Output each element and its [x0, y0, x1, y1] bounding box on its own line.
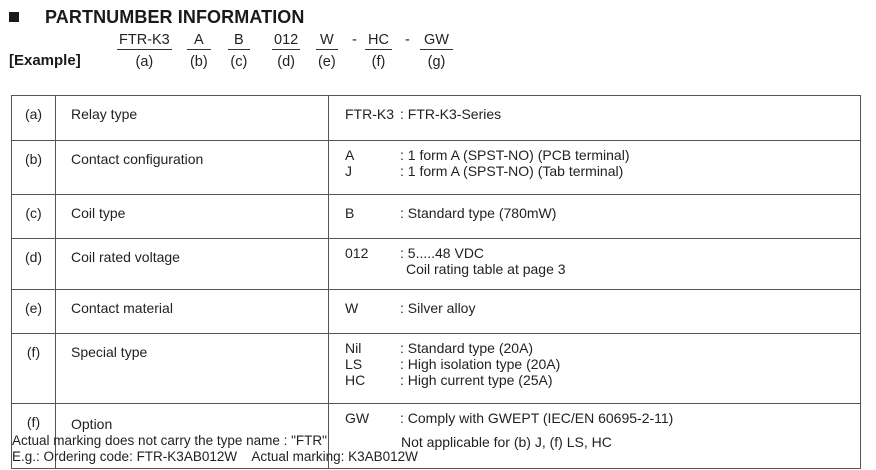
- row-code: (c): [12, 195, 56, 239]
- value-code: [345, 261, 400, 277]
- row-code: (d): [12, 239, 56, 290]
- partnumber-part-a: [117, 32, 172, 71]
- value-desc: : High current type (25A): [400, 372, 553, 388]
- row-name: Relay type: [56, 96, 329, 141]
- partnumber-part-e: [316, 32, 338, 71]
- table-row: [12, 96, 861, 141]
- part-letter: (a): [135, 54, 154, 70]
- partnumber-part-b: [187, 32, 211, 71]
- row-name: Special type: [56, 334, 329, 404]
- partnumber-part-c: [228, 32, 250, 71]
- page-title: PARTNUMBER INFORMATION: [45, 6, 305, 27]
- value-code: Nil: [345, 340, 362, 356]
- part-letter: (b): [189, 54, 208, 70]
- section-title: [9, 6, 305, 28]
- value-desc: : FTR-K3-Series: [400, 106, 502, 122]
- part-letter: (e): [317, 54, 336, 70]
- part-code: A: [187, 32, 211, 50]
- footnote-line: E.g.: Ordering code: FTR-K3AB012W Actual marking: K3AB012W: [12, 449, 418, 464]
- row-code: (b): [12, 141, 56, 195]
- partnumber-separator: -: [352, 32, 357, 48]
- value-desc: : 1 form A (SPST-NO) (PCB terminal): [400, 147, 630, 163]
- row-code: (f): [12, 404, 56, 469]
- value-code: J: [345, 163, 352, 179]
- example-label: [Example]: [9, 52, 81, 69]
- footnotes: [12, 433, 418, 465]
- part-code: FTR-K3: [119, 32, 170, 48]
- partnumber-part-f: [365, 32, 392, 71]
- partnumber-part-d: [272, 32, 300, 71]
- row-name: Option: [56, 404, 329, 469]
- row-note: Not applicable for (b) J, (f) LS, HC: [401, 434, 612, 450]
- part-code: HC: [365, 32, 392, 50]
- part-letter: (f): [371, 54, 386, 70]
- bullet-square-icon: [9, 12, 19, 22]
- table-row: [12, 195, 861, 239]
- row-name: Coil type: [56, 195, 329, 239]
- partnumber-table: [11, 95, 861, 469]
- part-code: GW: [420, 32, 453, 50]
- value-code: W: [345, 300, 359, 316]
- row-values: [329, 141, 861, 195]
- part-code: W: [316, 32, 338, 50]
- value-code: HC: [345, 372, 366, 388]
- value-desc: : Standard type (780mW): [400, 205, 557, 221]
- value-desc: Coil rating table at page 3: [406, 261, 566, 277]
- value-code: 012: [345, 245, 369, 261]
- value-code: LS: [345, 356, 363, 372]
- partnumber-separator: -: [405, 32, 410, 48]
- row-name: Contact material: [56, 290, 329, 334]
- row-name: Contact configuration: [56, 141, 329, 195]
- table-row: [12, 290, 861, 334]
- value-code: B: [345, 205, 355, 221]
- row-values: [329, 96, 861, 141]
- value-code: A: [345, 147, 355, 163]
- value-desc: : High isolation type (20A): [400, 356, 561, 372]
- table-row: [12, 141, 861, 195]
- row-values: [329, 239, 861, 290]
- row-values: [329, 334, 861, 404]
- partnumber-part-g: [420, 32, 453, 71]
- part-code: B: [228, 32, 250, 50]
- value-desc: : Comply with GWEPT (IEC/EN 60695-2-11): [400, 410, 674, 426]
- table-row: [12, 239, 861, 290]
- value-desc: : 5.....48 VDC: [400, 245, 485, 261]
- table-row: [12, 334, 861, 404]
- row-code: (a): [12, 96, 56, 141]
- row-values: [329, 290, 861, 334]
- value-desc: : Silver alloy: [400, 300, 476, 316]
- value-desc: : 1 form A (SPST-NO) (Tab terminal): [400, 163, 624, 179]
- part-letter: (c): [230, 54, 248, 70]
- footnote-line: Actual marking does not carry the type name : "FTR": [12, 433, 327, 448]
- part-letter: (d): [277, 54, 295, 70]
- row-code: (e): [12, 290, 56, 334]
- row-code: (f): [12, 334, 56, 404]
- part-code: 012: [274, 32, 299, 48]
- row-name: Coil rated voltage: [56, 239, 329, 290]
- value-code: FTR-K3: [345, 106, 394, 122]
- value-code: GW: [345, 410, 370, 426]
- value-desc: : Standard type (20A): [400, 340, 534, 356]
- row-values: [329, 195, 861, 239]
- part-letter: (g): [427, 54, 446, 70]
